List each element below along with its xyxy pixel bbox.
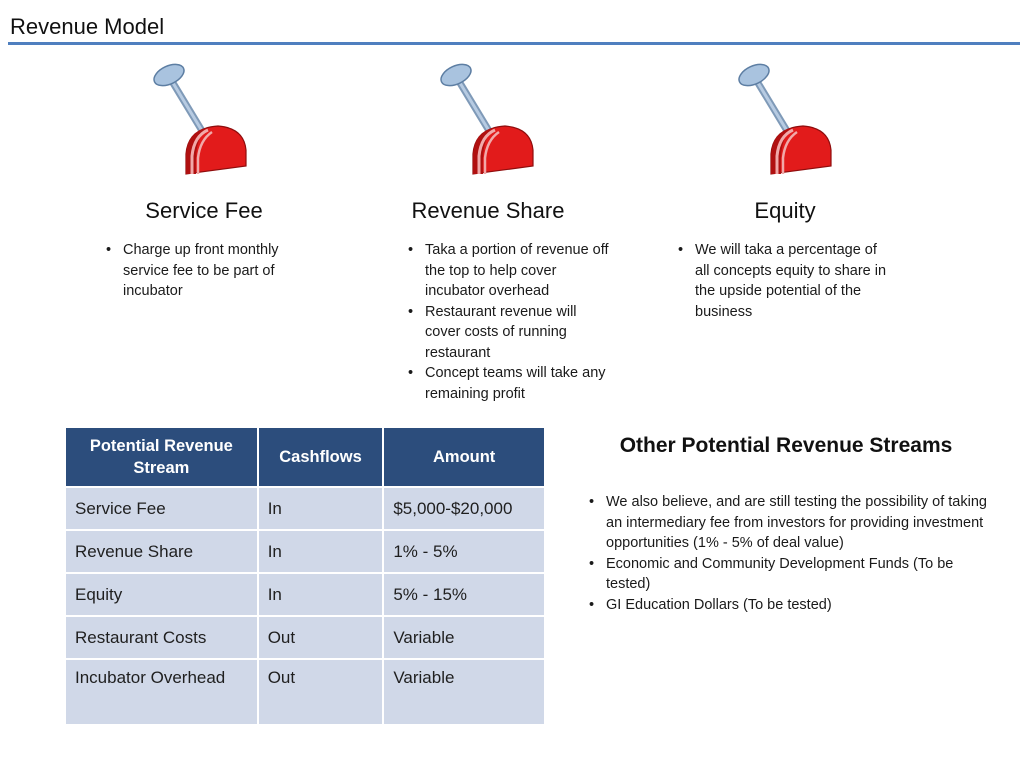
- table-row: [65, 487, 545, 530]
- table-cell: 1% - 5%: [383, 530, 545, 573]
- service-fee-bullets: [102, 240, 307, 302]
- list-item: • We also believe, and are still testing the possibility of taking an intermediary fee from investors for providing investment opportunities (1% - 5% of deal value): [585, 492, 990, 554]
- table-cell: 5% - 15%: [383, 573, 545, 616]
- table-cell: Variable: [383, 659, 545, 725]
- table-header-row: [65, 427, 545, 487]
- table-row: [65, 616, 545, 659]
- other-streams-heading: Other Potential Revenue Streams: [619, 434, 953, 457]
- table-row: [65, 659, 545, 725]
- table-cell: Service Fee: [65, 487, 258, 530]
- list-item: • Charge up front monthly service fee to be part of incubator: [102, 240, 307, 302]
- list-item: • GI Education Dollars (To be tested): [585, 595, 990, 616]
- table-row: [65, 573, 545, 616]
- heading-service-fee: Service Fee: [145, 198, 263, 223]
- lever-icon: [733, 62, 843, 182]
- table-cell: Restaurant Costs: [65, 616, 258, 659]
- table-header: Amount: [383, 427, 545, 487]
- revenue-table: [64, 426, 546, 726]
- lever-icon: [435, 62, 545, 182]
- lever-icon: [148, 62, 258, 182]
- table-row: [65, 530, 545, 573]
- table-cell: $5,000-$20,000: [383, 487, 545, 530]
- table-cell: Out: [258, 616, 384, 659]
- other-streams-bullets: [585, 492, 990, 615]
- list-item: • Concept teams will take any remaining profit: [404, 363, 609, 404]
- equity-bullets: [674, 240, 889, 322]
- revenue-share-bullets: [404, 240, 609, 404]
- table-cell: Variable: [383, 616, 545, 659]
- table-cell: Incubator Overhead: [65, 659, 258, 725]
- slide-title: Revenue Model: [10, 14, 165, 39]
- list-item: • We will taka a percentage of all concepts equity to share in the upside potential of the business: [674, 240, 889, 322]
- table-header: Cashflows: [258, 427, 384, 487]
- heading-revenue-share: Revenue Share: [411, 198, 565, 223]
- list-item: • Taka a portion of revenue off the top to help cover incubator overhead: [404, 240, 609, 302]
- list-item: • Restaurant revenue will cover costs of running restaurant: [404, 302, 609, 364]
- table-cell: In: [258, 487, 384, 530]
- table-cell: Revenue Share: [65, 530, 258, 573]
- list-item: • Economic and Community Development Funds (To be tested): [585, 554, 990, 595]
- table-cell: Out: [258, 659, 384, 725]
- table-cell: In: [258, 573, 384, 616]
- heading-equity: Equity: [754, 198, 816, 223]
- title-divider: [8, 42, 1020, 45]
- table-header: Potential Revenue Stream: [65, 427, 258, 487]
- table-cell: Equity: [65, 573, 258, 616]
- table-cell: In: [258, 530, 384, 573]
